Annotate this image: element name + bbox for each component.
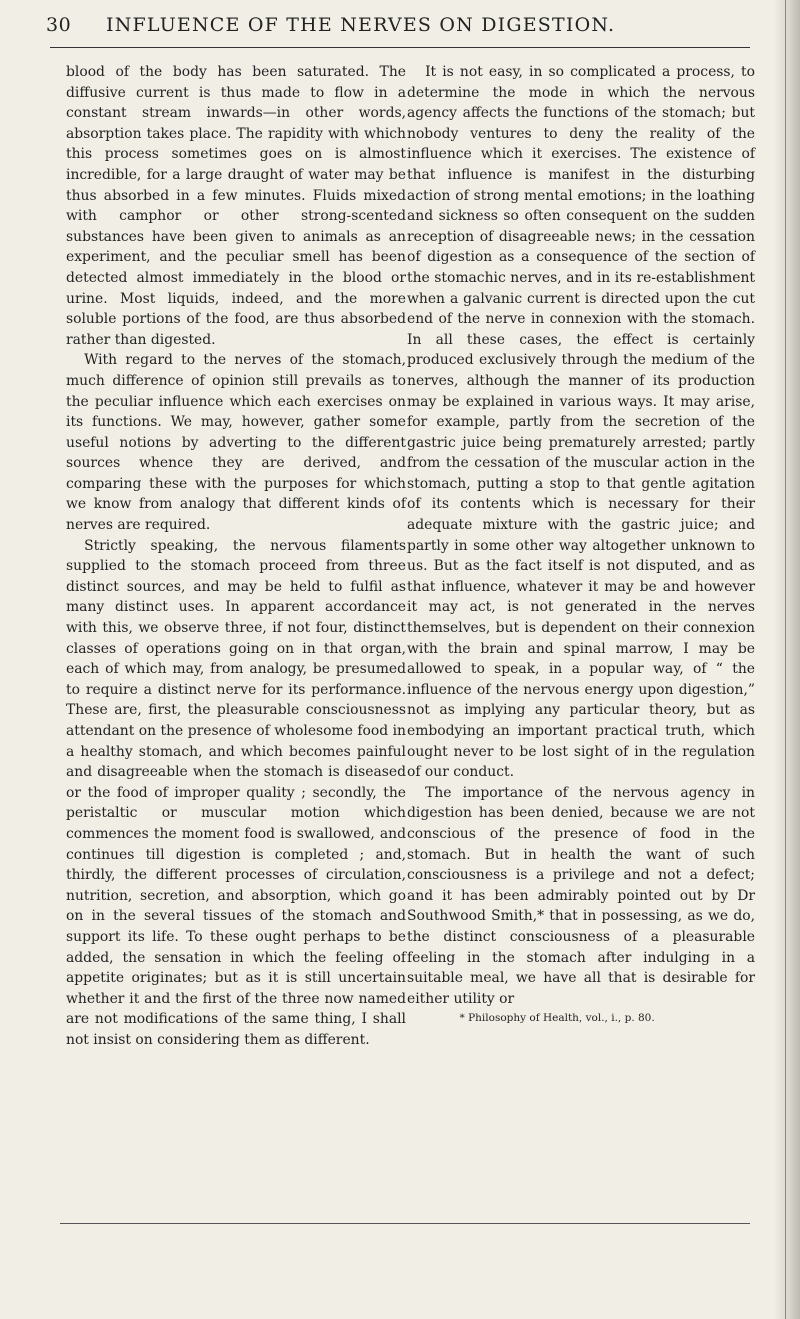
page-number: 30 xyxy=(46,14,72,36)
footnote: * Philosophy of Health, vol., i., p. 80. xyxy=(459,1012,655,1025)
bottom-rule xyxy=(60,1223,750,1224)
left-column xyxy=(66,62,406,1051)
paragraph: The importance of the nervous agency in digestion has been denied, because we are not conscious of the presence of food in the stomach. But in health the want of such consciousness is a privilege and not a defect; and it has been admirably pointed out by Dr Southwood Smith,* that in possessing, as we do, the distinct consciousness of a pleasurable feeling in the stomach after indulging in a suitable meal, we have all that is desirable for either utility or xyxy=(407,784,755,1007)
running-title: INFLUENCE OF THE NERVES ON DIGESTION. xyxy=(106,14,616,36)
header-rule xyxy=(50,47,750,48)
paragraph: Strictly speaking, the nervous filaments supplied to the stomach proceed from three distinct sources, and may be held to fulfil as many distinct uses. In apparent accordance with this, we observe three, if not four, distinct classes of operations going on in that organ, each of which may, from analogy, be presumed to require a distinct nerve for its performance. These are, first, the pleasurable consciousness attendant on the presence of wholesome food in a healthy stomach, and which becomes painful and disagreeable when the stomach is diseased or the food of improper quality ; secondly, the peristaltic or muscular motion which commences the moment food is swallowed, and continues till digestion is completed ; and, thirdly, the different processes of circulation, nutrition, secretion, and absorption, which go on in the several tissues of the stomach and support its life. To these ought perhaps to be added, the sensation in which the feeling of appetite originates; but as it is still uncertain whether it and the first of the three now named are not modifications of the same thing, I shall not insist on considering them as different. xyxy=(66,537,406,1048)
paragraph: blood of the body has been saturated. The diffusive current is thus made to flow in a constant stream inwards—in other words, absorption takes place. The rapidity with which this process sometimes goes on is almost incredible, for a large draught of water may be thus absorbed in a few minutes. Fluids mixed with camphor or other strong-scented substances have been given to animals as an experiment, and the peculiar smell has been detected almost immediately in the blood or urine. Most liquids, indeed, and the more soluble portions of the food, are thus absorbed rather than digested. xyxy=(66,64,406,348)
right-column xyxy=(407,62,755,1025)
page-edge-line xyxy=(785,0,786,1319)
page-edge-shadow xyxy=(774,0,800,1319)
page-header xyxy=(46,14,746,42)
paragraph: It is not easy, in so complicated a process, to determine the mode in which the nervous agency affects the functions of the stomach; but nobody ventures to deny the reality of the influence which it exercises. The existence of that influence is manifest in the disturbing action of strong mental emotions; in the loathing and sickness so often consequent on the sudden reception of disagreeable news; in the cessation of digestion as a consequence of the section of the stomachic nerves, and in its re-establishment when a galvanic current is directed upon the cut end of the nerve in connexion with the stomach. In all these cases, the effect is certainly produced exclusively through the medium of the nerves, although the manner of its production may be explained in various ways. It may arise, for example, partly from the secretion of the gastric juice being prematurely arrested; partly from the cessation of the muscular action in the stomach, putting a stop to that gentle agitation of its contents which is necessary for their adequate mixture with the gastric juice; and partly in some other way altogether unknown to us. But as the fact itself is not disputed, and as that influence, whatever it may be and however it may act, is not generated in the nerves themselves, but is dependent on their connexion with the brain and spinal marrow, I may be allowed to speak, in a popular way, of “ the influence of the nervous energy upon digestion,” not as implying any particular theory, but as embodying an important practical truth, which ought never to be lost sight of in the regulation of our conduct. xyxy=(407,64,755,781)
paragraph: With regard to the nerves of the stomach, much difference of opinion still prevails as to the peculiar influence which each exercises on its functions. We may, however, gather some useful notions by adverting to the different sources whence they are derived, and comparing these with the purposes for which we know from analogy that different kinds of nerves are required. xyxy=(66,352,406,534)
